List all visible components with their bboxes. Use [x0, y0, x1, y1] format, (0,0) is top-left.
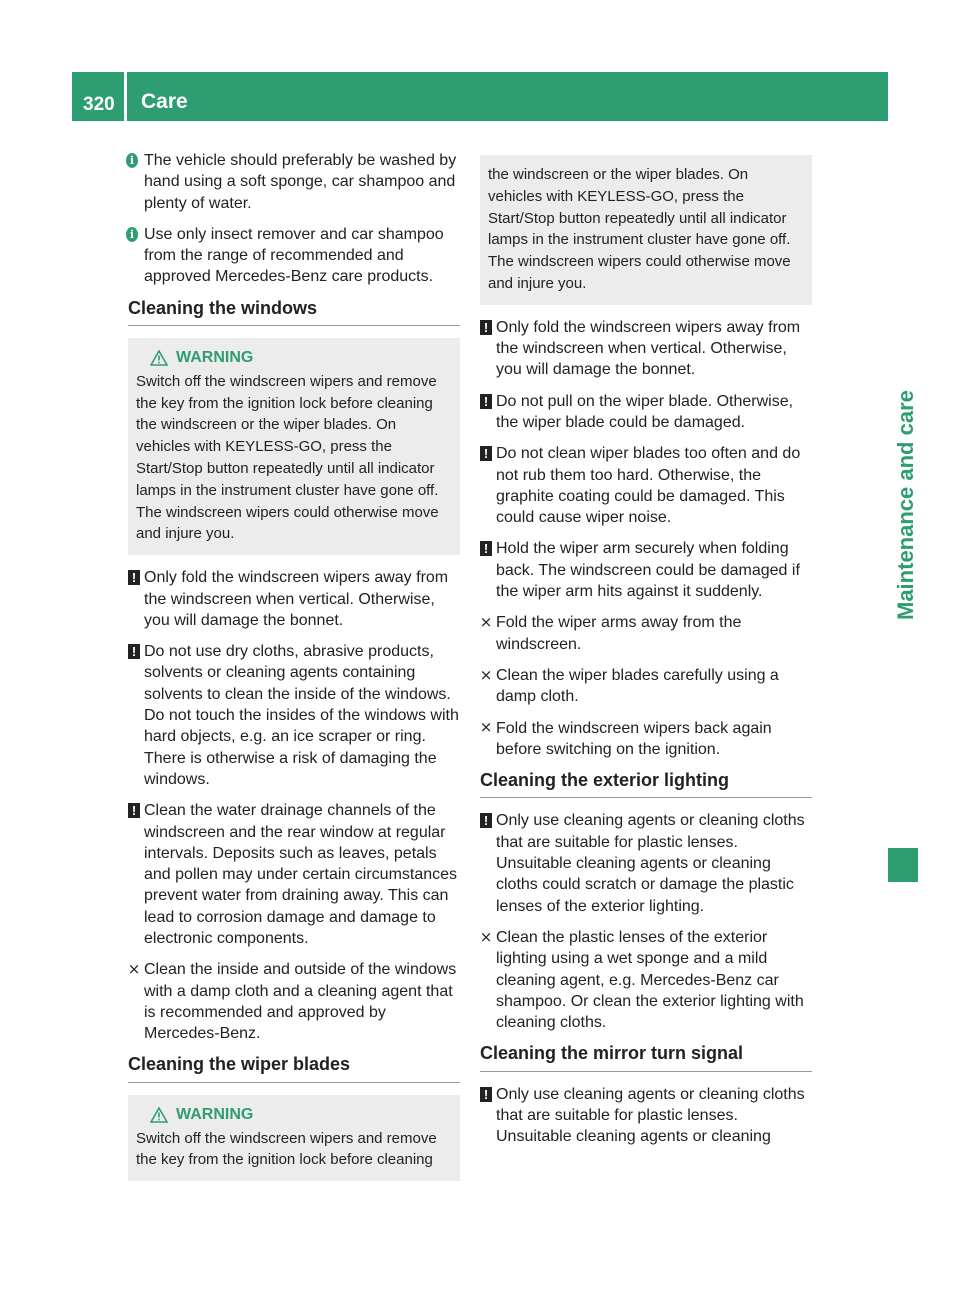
section-heading: Cleaning the wiper blades [128, 1054, 460, 1082]
exclamation-icon: ! [480, 813, 492, 828]
caution-note: ! Only fold the windscreen wipers away from the windscreen when vertical. Otherwise, you will damage the bonnet. [480, 317, 812, 381]
caution-note: ! Clean the water drainage channels of the windscreen and the rear window at regular intervals. Deposits such as leaves, petals and pollen may under certain circumstances prevent water from draining away. This can lead to corrosion damage and damage to electronic components. [128, 800, 460, 949]
arrow-right-icon: ⨯ [479, 719, 493, 737]
warning-title: WARNING [176, 1105, 254, 1123]
warning-title: WARNING [176, 349, 254, 367]
warning-text: Switch off the windscreen wipers and remove the key from the ignition lock before cleaning the windscreen or the wiper blades. On vehicles with KEYLESS-GO, press the Start/Stop button repeatedly until all indicator lamps in the instrument cluster have gone off. The windscreen wipers could otherwise move and injure you. [136, 372, 439, 543]
caution-note: ! Only use cleaning agents or cleaning cloths that are suitable for plastic lenses. Unsuitable cleaning agents or cleaning cloths could scratch or damage the plastic lenses of the exterior lighting. [480, 810, 812, 916]
warning-box [128, 338, 460, 555]
chapter-title: Care [141, 90, 188, 113]
exclamation-icon: ! [480, 1087, 492, 1102]
arrow-right-icon: ⨯ [479, 614, 493, 632]
left-column [128, 150, 460, 1193]
warning-triangle-icon [150, 350, 168, 366]
page-number: 320 [83, 94, 115, 115]
section-heading: Cleaning the mirror turn signal [480, 1043, 812, 1071]
instruction-step: ⨯ Clean the plastic lenses of the exterior lighting using a wet sponge and a mild cleaning agent, e.g. Mercedes-Benz car shampoo. Or clean the exterior lighting with cleaning cloths. [479, 928, 804, 1032]
instruction-step: ⨯ Fold the wiper arms away from the windscreen. [479, 614, 742, 653]
warning-box [128, 1095, 460, 1181]
exclamation-icon: ! [128, 570, 140, 585]
exclamation-icon: ! [480, 446, 492, 461]
header-bar [72, 72, 888, 121]
arrow-right-icon: ⨯ [479, 928, 493, 946]
exclamation-icon: ! [480, 541, 492, 556]
info-note: i Use only insect remover and car shampoo from the range of recommended and approved Mercedes-Benz care products. [128, 224, 460, 288]
instruction-step: ⨯ Clean the wiper blades carefully using a damp cloth. [479, 666, 779, 706]
exclamation-icon: ! [480, 320, 492, 335]
caution-note: ! Hold the wiper arm securely when folding back. The windscreen could be damaged if the wiper arm hits against it suddenly. [480, 538, 812, 602]
info-icon: i [126, 153, 138, 168]
header-divider [124, 72, 127, 121]
section-heading: Cleaning the windows [128, 298, 460, 326]
exclamation-icon: ! [480, 394, 492, 409]
caution-note: ! Do not clean wiper blades too often and do not rub them too hard. Otherwise, the graphite coating could be damaged. This could cause wiper noise. [480, 443, 812, 528]
side-tab-marker [888, 848, 918, 882]
right-column [480, 155, 812, 1158]
caution-note: ! Do not pull on the wiper blade. Otherwise, the wiper blade could be damaged. [480, 391, 812, 434]
warning-text: the windscreen or the wiper blades. On vehicles with KEYLESS-GO, press the Start/Stop button repeatedly until all indicator lamps in the instrument cluster have gone off. The windscreen wipers could otherwise move and injure you. [488, 166, 791, 292]
warning-triangle-icon [150, 1107, 168, 1123]
instruction-step: ⨯ Fold the windscreen wipers back again before switching on the ignition. [479, 719, 772, 758]
arrow-right-icon: ⨯ [127, 961, 141, 979]
caution-note: ! Only fold the windscreen wipers away from the windscreen when vertical. Otherwise, you will damage the bonnet. [128, 567, 460, 631]
warning-text: Switch off the windscreen wipers and remove the key from the ignition lock before cleaning [136, 1129, 437, 1169]
instruction-step: ⨯ Clean the inside and outside of the windows with a damp cloth and a cleaning agent that is recommended and approved by Mercedes-Benz. [127, 961, 457, 1043]
info-note: i The vehicle should preferably be washed by hand using a soft sponge, car shampoo and plenty of water. [128, 150, 460, 214]
exclamation-icon: ! [128, 644, 140, 659]
exclamation-icon: ! [128, 803, 140, 818]
caution-note: ! Only use cleaning agents or cleaning cloths that are suitable for plastic lenses. Unsuitable cleaning agents or cleaning [480, 1084, 812, 1148]
caution-note: ! Do not use dry cloths, abrasive products, solvents or cleaning agents containing solvents to clean the inside of the windows. Do not touch the insides of the windows with hard objects, e.g. an ice scraper or ring. There is otherwise a risk of damaging the windows. [128, 641, 460, 790]
info-icon: i [126, 227, 138, 242]
arrow-right-icon: ⨯ [479, 666, 493, 684]
warning-box-continued [480, 155, 812, 305]
section-heading: Cleaning the exterior lighting [480, 770, 812, 798]
